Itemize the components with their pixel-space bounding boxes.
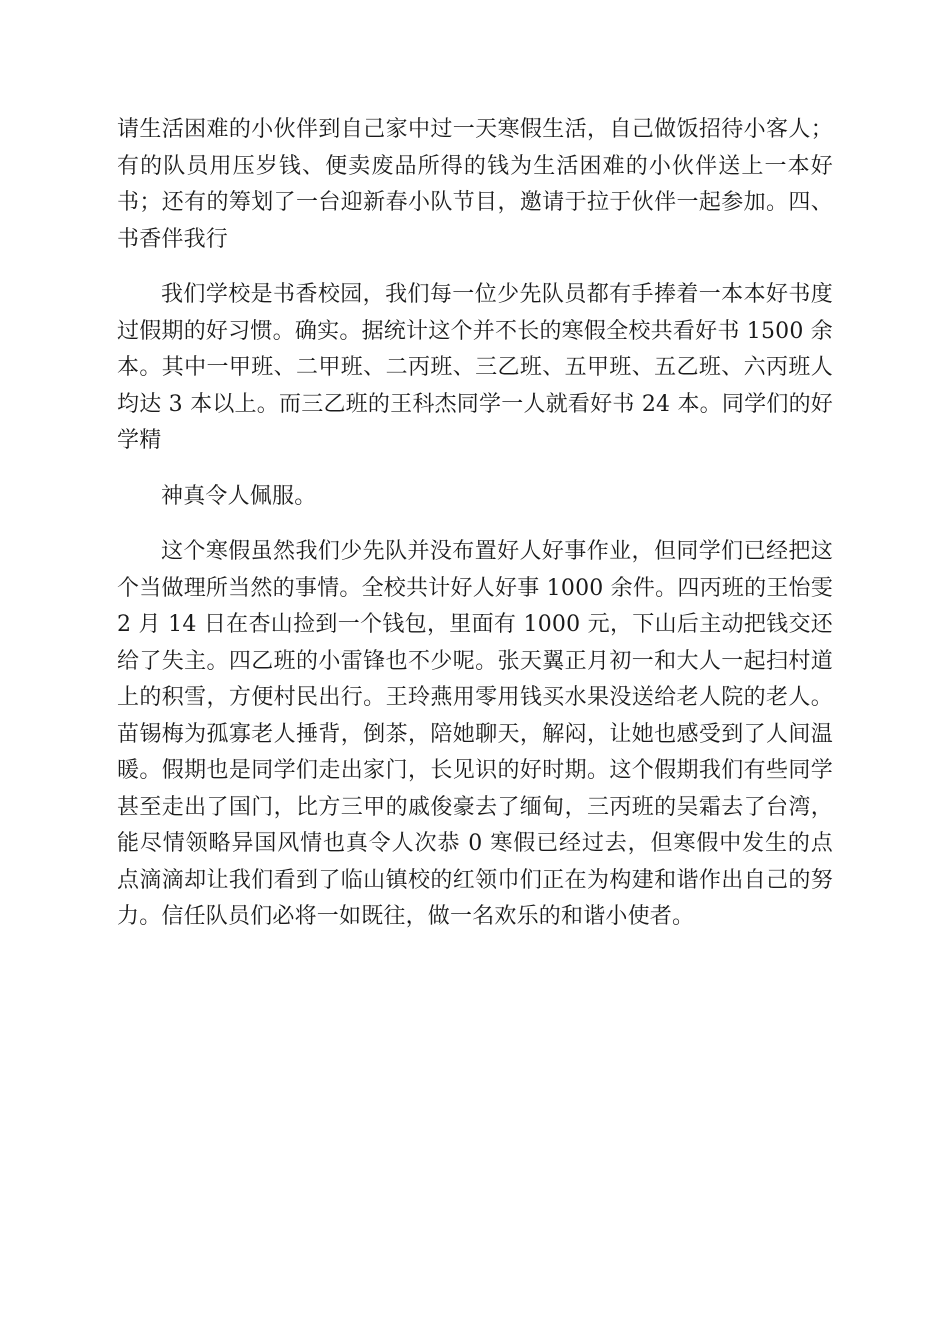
document-page <box>117 112 833 955</box>
paragraph-4: 这个寒假虽然我们少先队并没布置好人好事作业，但同学们已经把这个当做理所当然的事情。全校共计好人好事 1000 余件。四丙班的王怡雯 2 月 14 日在杏山捡到一个钱包，里面有 1000 元，下山后主动把钱交还给了失主。四乙班的小雷锋也不少呢。张天翼正月初一和大人一起扫村道上的积雪，方便村民出行。王玲燕用零用钱买水果没送给老人院的老人。苗锡梅为孤寡老人捶背，倒茶，陪她聊天，解闷，让她也感受到了人间温暖。假期也是同学们走出家门，长见识的好时期。这个假期我们有些同学甚至走出了国门，比方三甲的戚俊豪去了缅甸，三丙班的吴霜去了台湾，能尽情领略异国风情也真令人次恭 0 寒假已经过去，但寒假中发生的点点滴滴却让我们看到了临山镇校的红领巾们正在为构建和谐作出自己的努力。信任队员们必将一如既往，做一名欢乐的和谐小使者。 <box>117 539 833 929</box>
paragraph-2: 我们学校是书香校园，我们每一位少先队员都有手捧着一本本好书度过假期的好习惯。确实。据统计这个并不长的寒假全校共看好书 1500 余本。其中一甲班、二甲班、二丙班、三乙班、五甲班、五乙班、六丙班人均达 3 本以上。而三乙班的王科杰同学一人就看好书 24 本。同学们的好学精 <box>117 282 833 453</box>
paragraph-1: 请生活困难的小伙伴到自己家中过一天寒假生活，自己做饭招待小客人；有的队员用压岁钱、便卖废品所得的钱为生活困难的小伙伴送上一本好书；还有的筹划了一台迎新春小队节目，邀请于拉于伙伴一起参加。四、书香伴我行 <box>117 117 833 252</box>
paragraph-3: 神真令人佩服。 <box>161 483 317 509</box>
